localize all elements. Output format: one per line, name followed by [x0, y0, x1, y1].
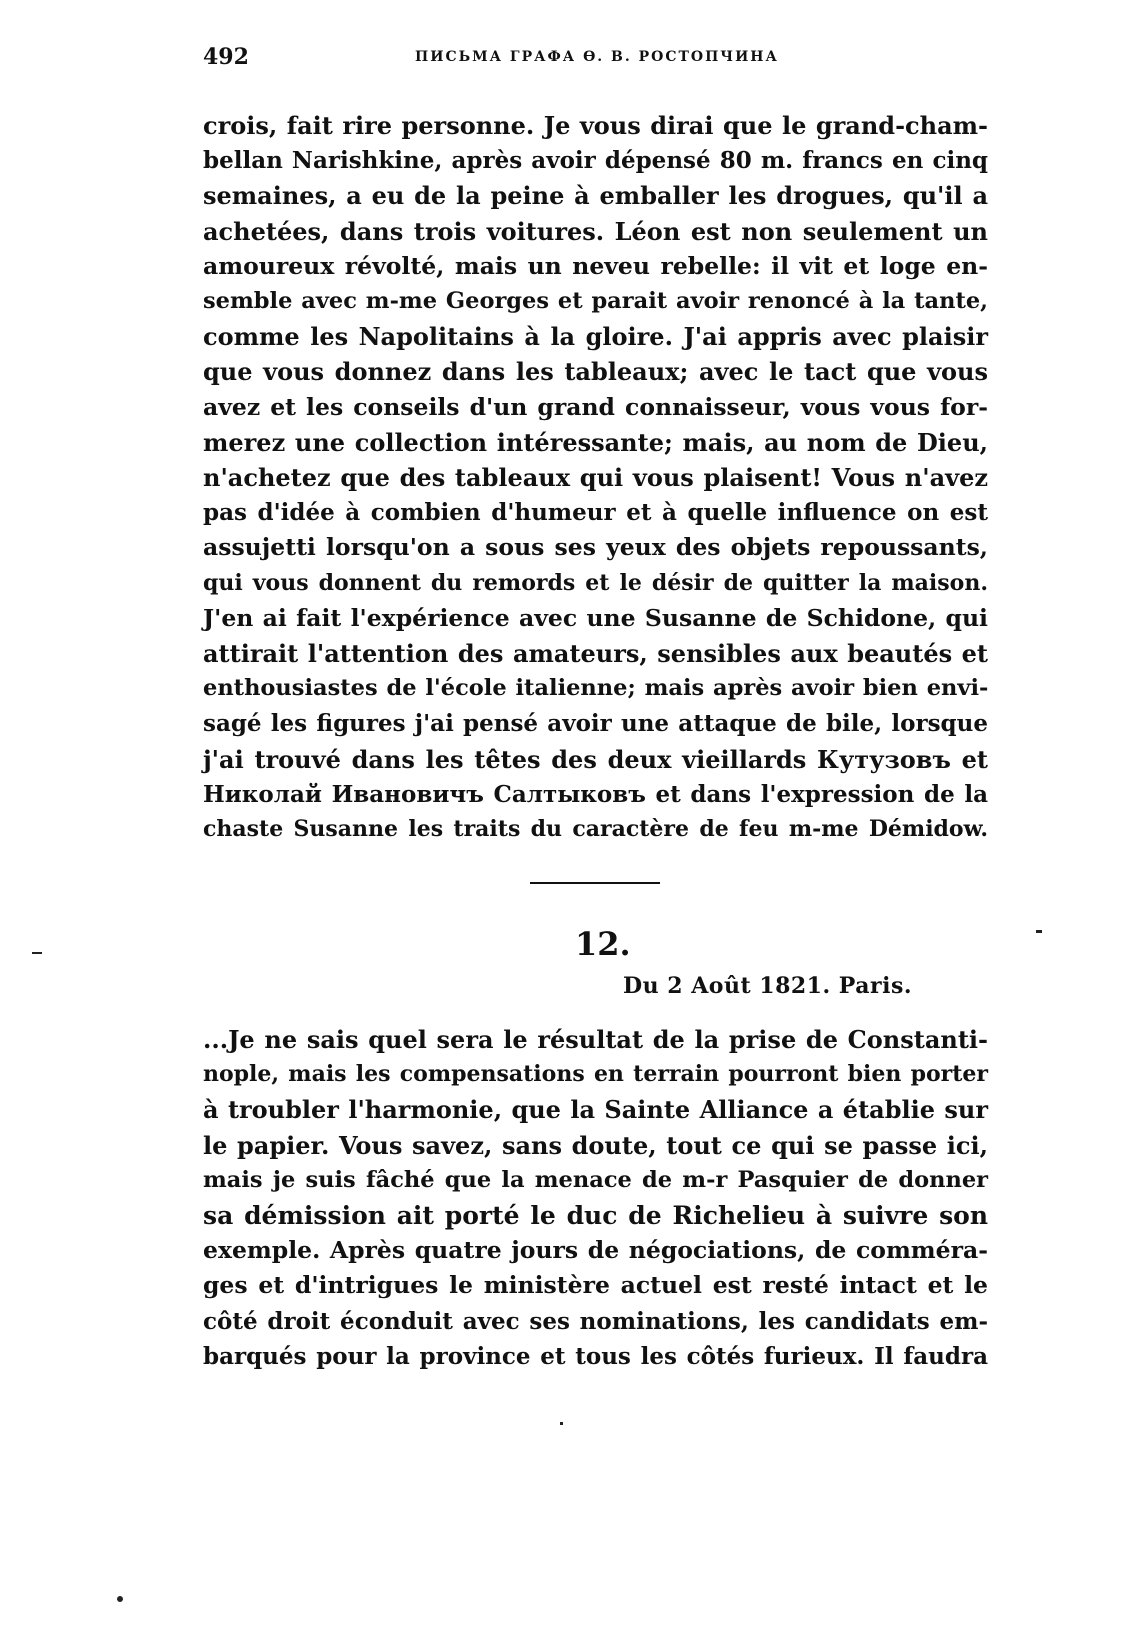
- section-number: 12.: [575, 925, 631, 963]
- text-line: Николай Ивановичъ Салтыковъ et dans l'expression de la: [203, 780, 988, 808]
- text-line: pas d'idée à combien d'humeur et à quelle influence on est: [203, 499, 988, 527]
- text-line: mais je suis fâché que la menace de m-r Pasquier de donner: [203, 1166, 988, 1193]
- text-line: assujetti lorsqu'on a sous ses yeux des objets repoussants,: [203, 533, 988, 562]
- text-line: J'en ai fait l'expérience avec une Susanne de Schidone, qui: [203, 603, 988, 632]
- text-line: amoureux révolté, mais un neveu rebelle: il vit et loge en-: [203, 251, 988, 280]
- text-line: merez une collection intéressante; mais, au nom de Dieu,: [203, 427, 988, 457]
- text-line: bellan Narishkine, après avoir dépensé 80 m. francs en cinq: [203, 147, 988, 175]
- scan-speck: [32, 952, 42, 954]
- text-line: chaste Susanne les traits du caractère de feu m-me Démidow.: [203, 816, 988, 843]
- text-line: le papier. Vous savez, sans doute, tout ce qui se passe ici,: [203, 1130, 988, 1160]
- text-line: semaines, a eu de la peine à emballer les drogues, qu'il a: [203, 181, 988, 211]
- text-line: semble avec m-me Georges et parait avoir renoncé à la tante,: [203, 288, 988, 315]
- scan-speck: [1036, 930, 1042, 933]
- text-line: ...Je ne sais quel sera le résultat de la prise de Constanti-: [203, 1025, 988, 1054]
- text-line: achetées, dans trois voitures. Léon est non seulement un: [203, 216, 988, 246]
- scan-speck: [117, 1596, 123, 1602]
- letter-continuation-paragraph: [203, 108, 988, 847]
- text-line: sa démission ait porté le duc de Richelieu à suivre son: [203, 1201, 988, 1231]
- letter-12-paragraph: [203, 1022, 988, 1374]
- text-line: exemple. Après quatre jours de négociations, de comméra-: [203, 1236, 988, 1265]
- text-line: que vous donnez dans les tableaux; avec le tact que vous: [203, 357, 988, 387]
- text-line: sagé les figures j'ai pensé avoir une attaque de bile, lorsque: [203, 710, 988, 738]
- text-line: ges et d'intrigues le ministère actuel est resté intact et le: [203, 1271, 988, 1300]
- text-line: enthousiastes de l'école italienne; mais après avoir bien envi-: [203, 675, 989, 702]
- text-line: nople, mais les compensations en terrain pourront bien porter: [203, 1061, 988, 1088]
- text-line: côté droit éconduit avec ses nominations, les candidats em-: [203, 1307, 988, 1335]
- text-line: crois, fait rire personne. Je vous dirai que le grand-cham-: [203, 111, 988, 140]
- text-line: j'ai trouvé dans les têtes des deux vieillards Кутузовъ et: [203, 744, 988, 774]
- running-title: ПИСЬМА ГРАФА Ѳ. В. РОСТОПЧИНА: [415, 49, 779, 65]
- text-line: barqués pour la province et tous les côtés furieux. Il faudra: [203, 1342, 988, 1370]
- running-head: [203, 44, 988, 74]
- text-line: avez et les conseils d'un grand connaisseur, vous vous for-: [203, 392, 988, 421]
- text-line: qui vous donnent du remords et le désir de quitter la maison.: [203, 569, 988, 596]
- text-line: comme les Napolitains à la gloire. J'ai appris avec plaisir: [203, 322, 988, 352]
- text-line: attirait l'attention des amateurs, sensibles aux beautés et: [203, 639, 988, 669]
- letter-dateline: Du 2 Août 1821. Paris.: [623, 973, 913, 999]
- page-number: 492: [203, 44, 249, 70]
- scan-speck: [560, 1422, 563, 1425]
- text-line: n'achetez que des tableaux qui vous plaisent! Vous n'avez: [203, 463, 988, 493]
- section-divider: [530, 882, 660, 884]
- text-line: à troubler l'harmonie, que la Sainte Alliance a établie sur: [203, 1095, 988, 1125]
